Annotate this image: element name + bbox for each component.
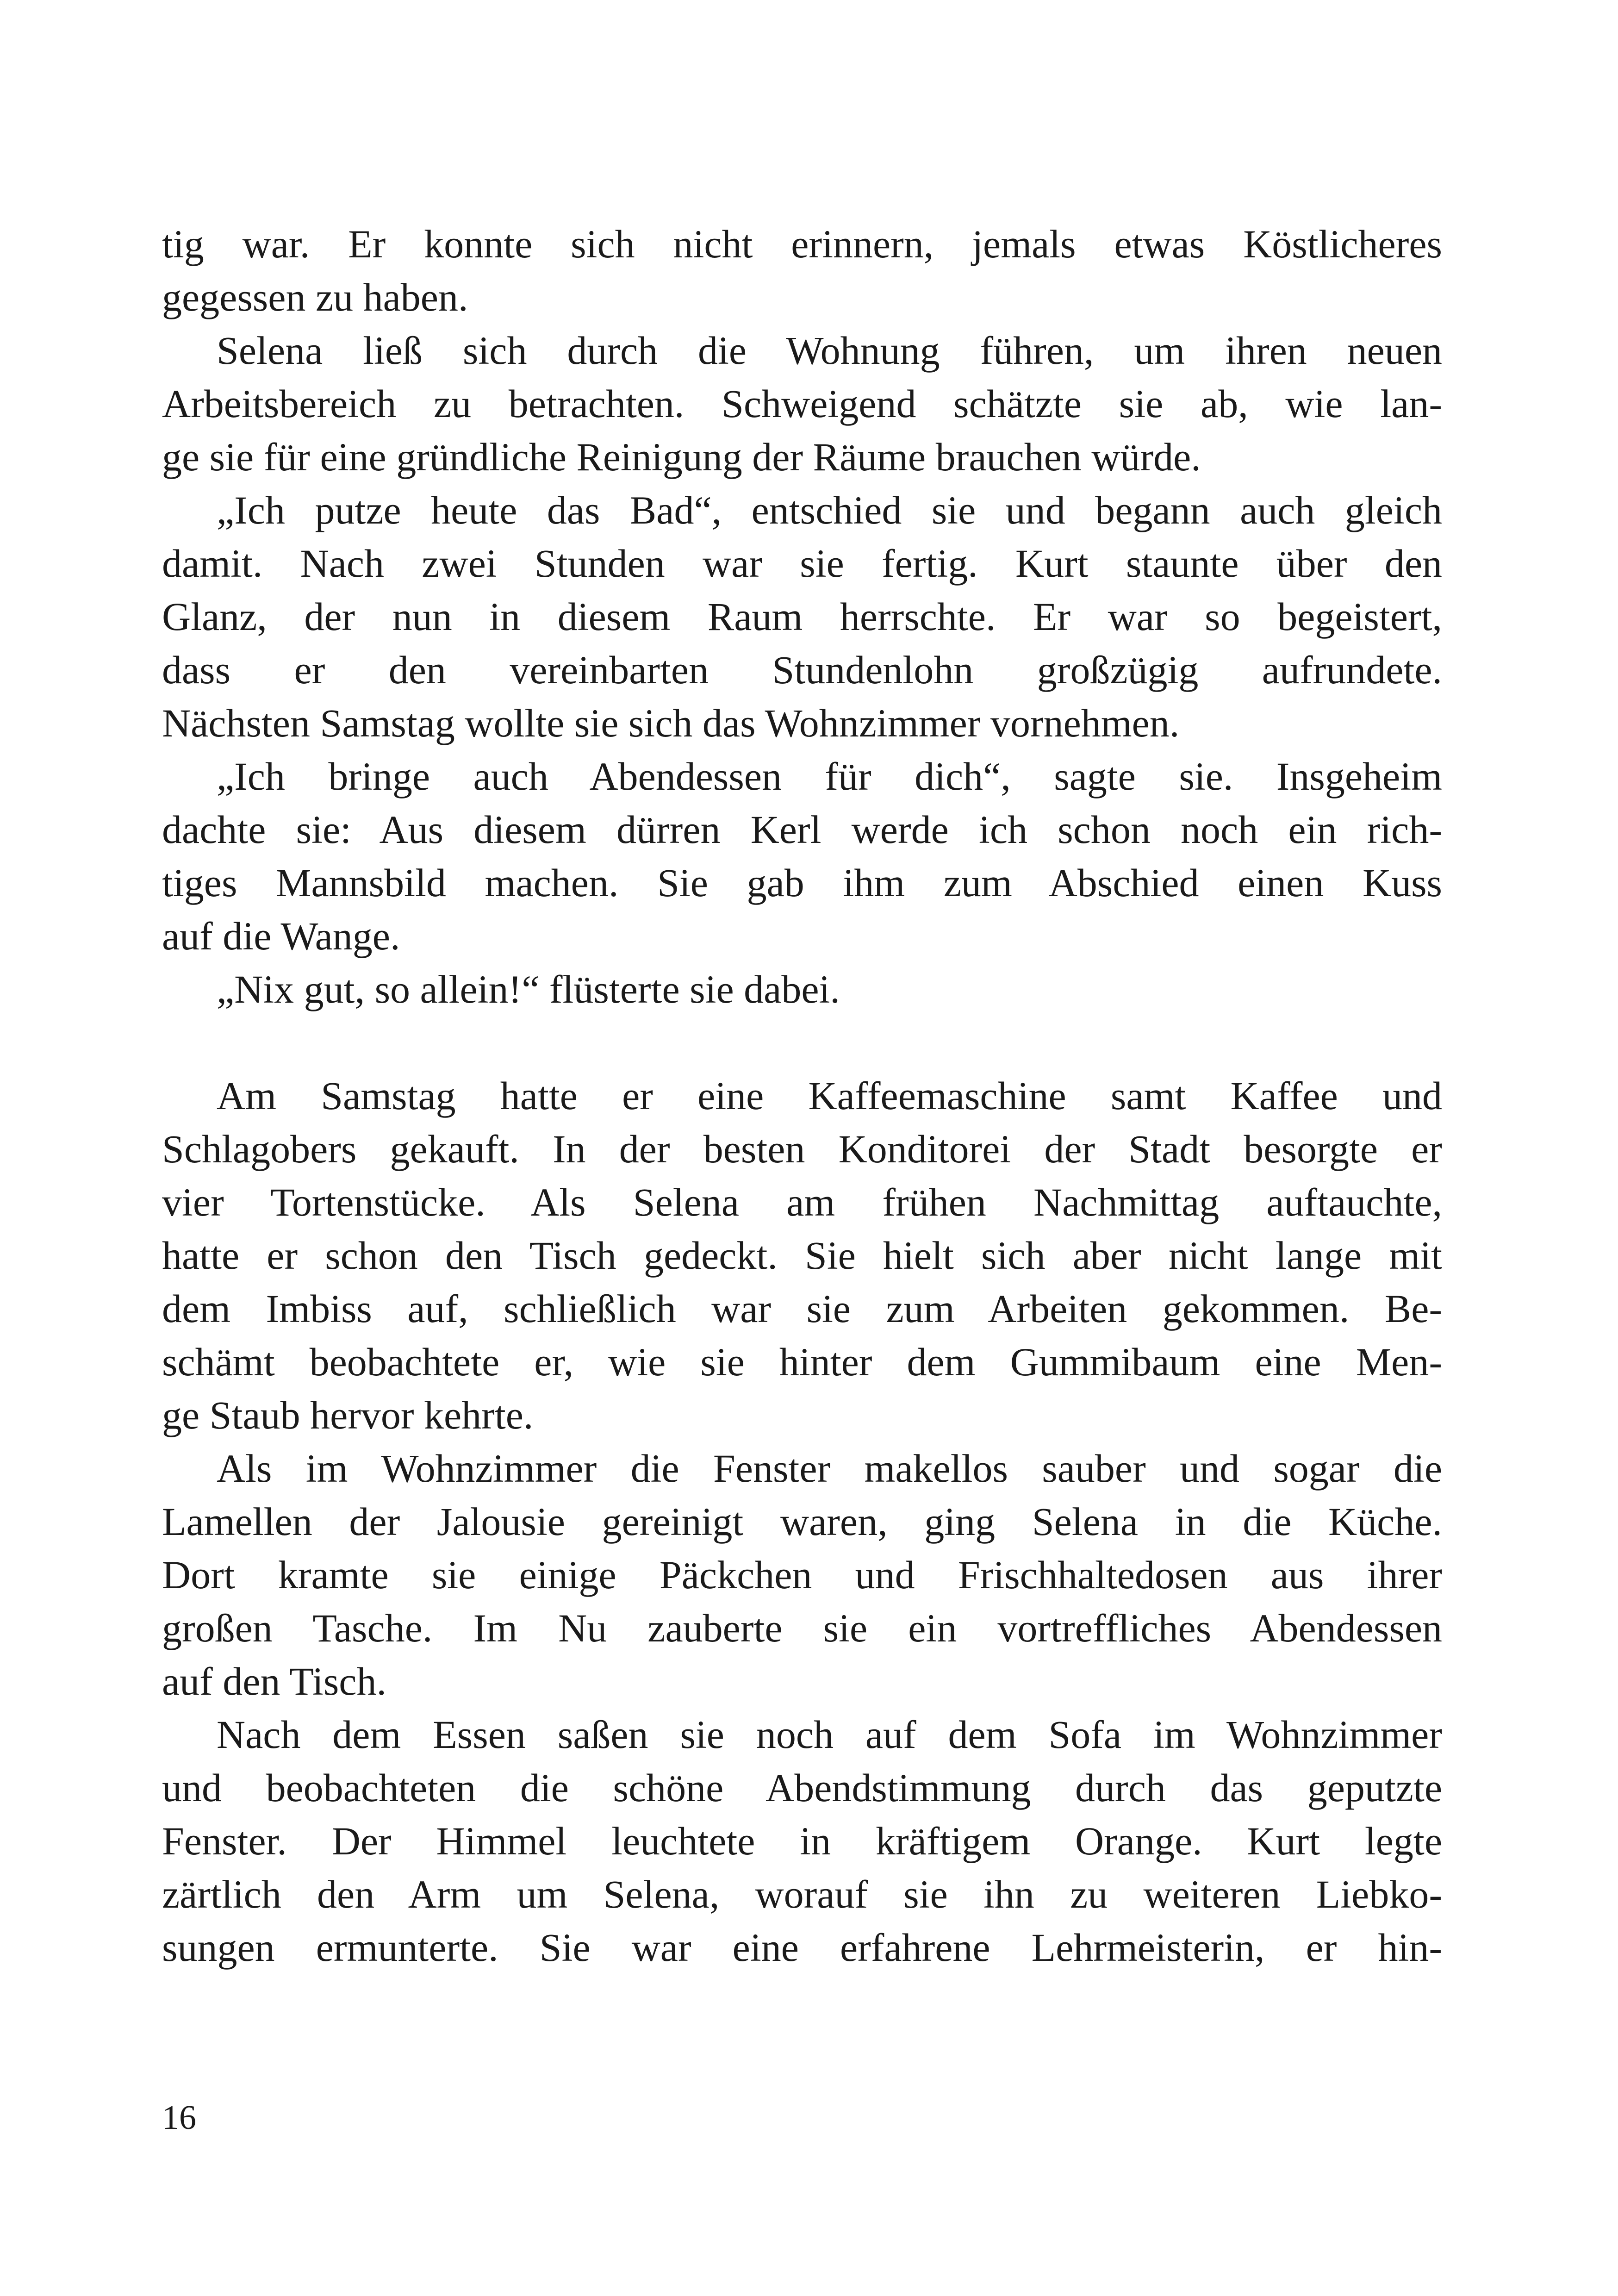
text-line: Glanz, der nun in diesem Raum herrschte. Er war so begeistert, bbox=[162, 594, 1442, 639]
text-line: vier Tortenstücke. Als Selena am frühen Nachmittag auftauchte, bbox=[162, 1180, 1442, 1224]
text-line: auf den Tisch. bbox=[162, 1659, 386, 1703]
text-line: Am Samstag hatte er eine Kaffeemaschine samt Kaffee und bbox=[217, 1073, 1442, 1118]
text-line: Fenster. Der Himmel leuchtete in kräftigem Orange. Kurt legte bbox=[162, 1819, 1442, 1863]
text-line: auf die Wange. bbox=[162, 914, 400, 958]
text-line: „Ich putze heute das Bad“, entschied sie und begann auch gleich bbox=[217, 488, 1442, 532]
text-line: zärtlich den Arm um Selena, worauf sie ihn zu weiteren Liebko- bbox=[162, 1872, 1442, 1916]
section-break bbox=[162, 1016, 1442, 1069]
text-line: Schlagobers gekauft. In der besten Konditorei der Stadt besorgte er bbox=[162, 1127, 1442, 1171]
text-line: Lamellen der Jalousie gereinigt waren, ging Selena in die Küche. bbox=[162, 1499, 1442, 1544]
text-line: Dort kramte sie einige Päckchen und Frischhaltedosen aus ihrer bbox=[162, 1553, 1442, 1597]
text-line: und beobachteten die schöne Abendstimmung durch das geputzte bbox=[162, 1766, 1442, 1810]
text-line: schämt beobachtete er, wie sie hinter dem Gummibaum eine Men- bbox=[162, 1340, 1442, 1384]
text-line: hatte er schon den Tisch gedeckt. Sie hielt sich aber nicht lange mit bbox=[162, 1233, 1442, 1278]
text-line: gegessen zu haben. bbox=[162, 275, 468, 319]
text-line: sungen ermunterte. Sie war eine erfahrene Lehrmeisterin, er hin- bbox=[162, 1925, 1442, 1970]
text-line: ge Staub hervor kehrte. bbox=[162, 1393, 534, 1437]
text-line: Als im Wohnzimmer die Fenster makellos sauber und sogar die bbox=[217, 1446, 1442, 1491]
text-line: damit. Nach zwei Stunden war sie fertig. Kurt staunte über den bbox=[162, 541, 1442, 586]
text-line: „Nix gut, so allein!“ flüsterte sie dabei. bbox=[217, 967, 840, 1011]
page-number: 16 bbox=[162, 2099, 196, 2137]
text-line: „Ich bringe auch Abendessen für dich“, sagte sie. Insgeheim bbox=[217, 754, 1442, 799]
text-line: Arbeitsbereich zu betrachten. Schweigend schätzte sie ab, wie lan- bbox=[162, 381, 1442, 426]
text-line: dass er den vereinbarten Stundenlohn großzügig aufrundete. bbox=[162, 648, 1442, 692]
text-line: Nächsten Samstag wollte sie sich das Wohnzimmer vornehmen. bbox=[162, 701, 1180, 745]
text-line: ge sie für eine gründliche Reinigung der Räume brauchen würde. bbox=[162, 435, 1201, 479]
text-line: tiges Mannsbild machen. Sie gab ihm zum Abschied einen Kuss bbox=[162, 861, 1442, 905]
body-text bbox=[162, 218, 1442, 1974]
text-line: dem Imbiss auf, schließlich war sie zum Arbeiten gekommen. Be- bbox=[162, 1286, 1442, 1331]
text-line: dachte sie: Aus diesem dürren Kerl werde ich schon noch ein rich- bbox=[162, 807, 1442, 852]
text-line: Selena ließ sich durch die Wohnung führen, um ihren neuen bbox=[217, 328, 1442, 373]
text-line: großen Tasche. Im Nu zauberte sie ein vortreffliches Abendessen bbox=[162, 1606, 1442, 1650]
text-line: tig war. Er konnte sich nicht erinnern, jemals etwas Köstlicheres bbox=[162, 222, 1442, 266]
text-line: Nach dem Essen saßen sie noch auf dem Sofa im Wohnzimmer bbox=[217, 1712, 1442, 1757]
